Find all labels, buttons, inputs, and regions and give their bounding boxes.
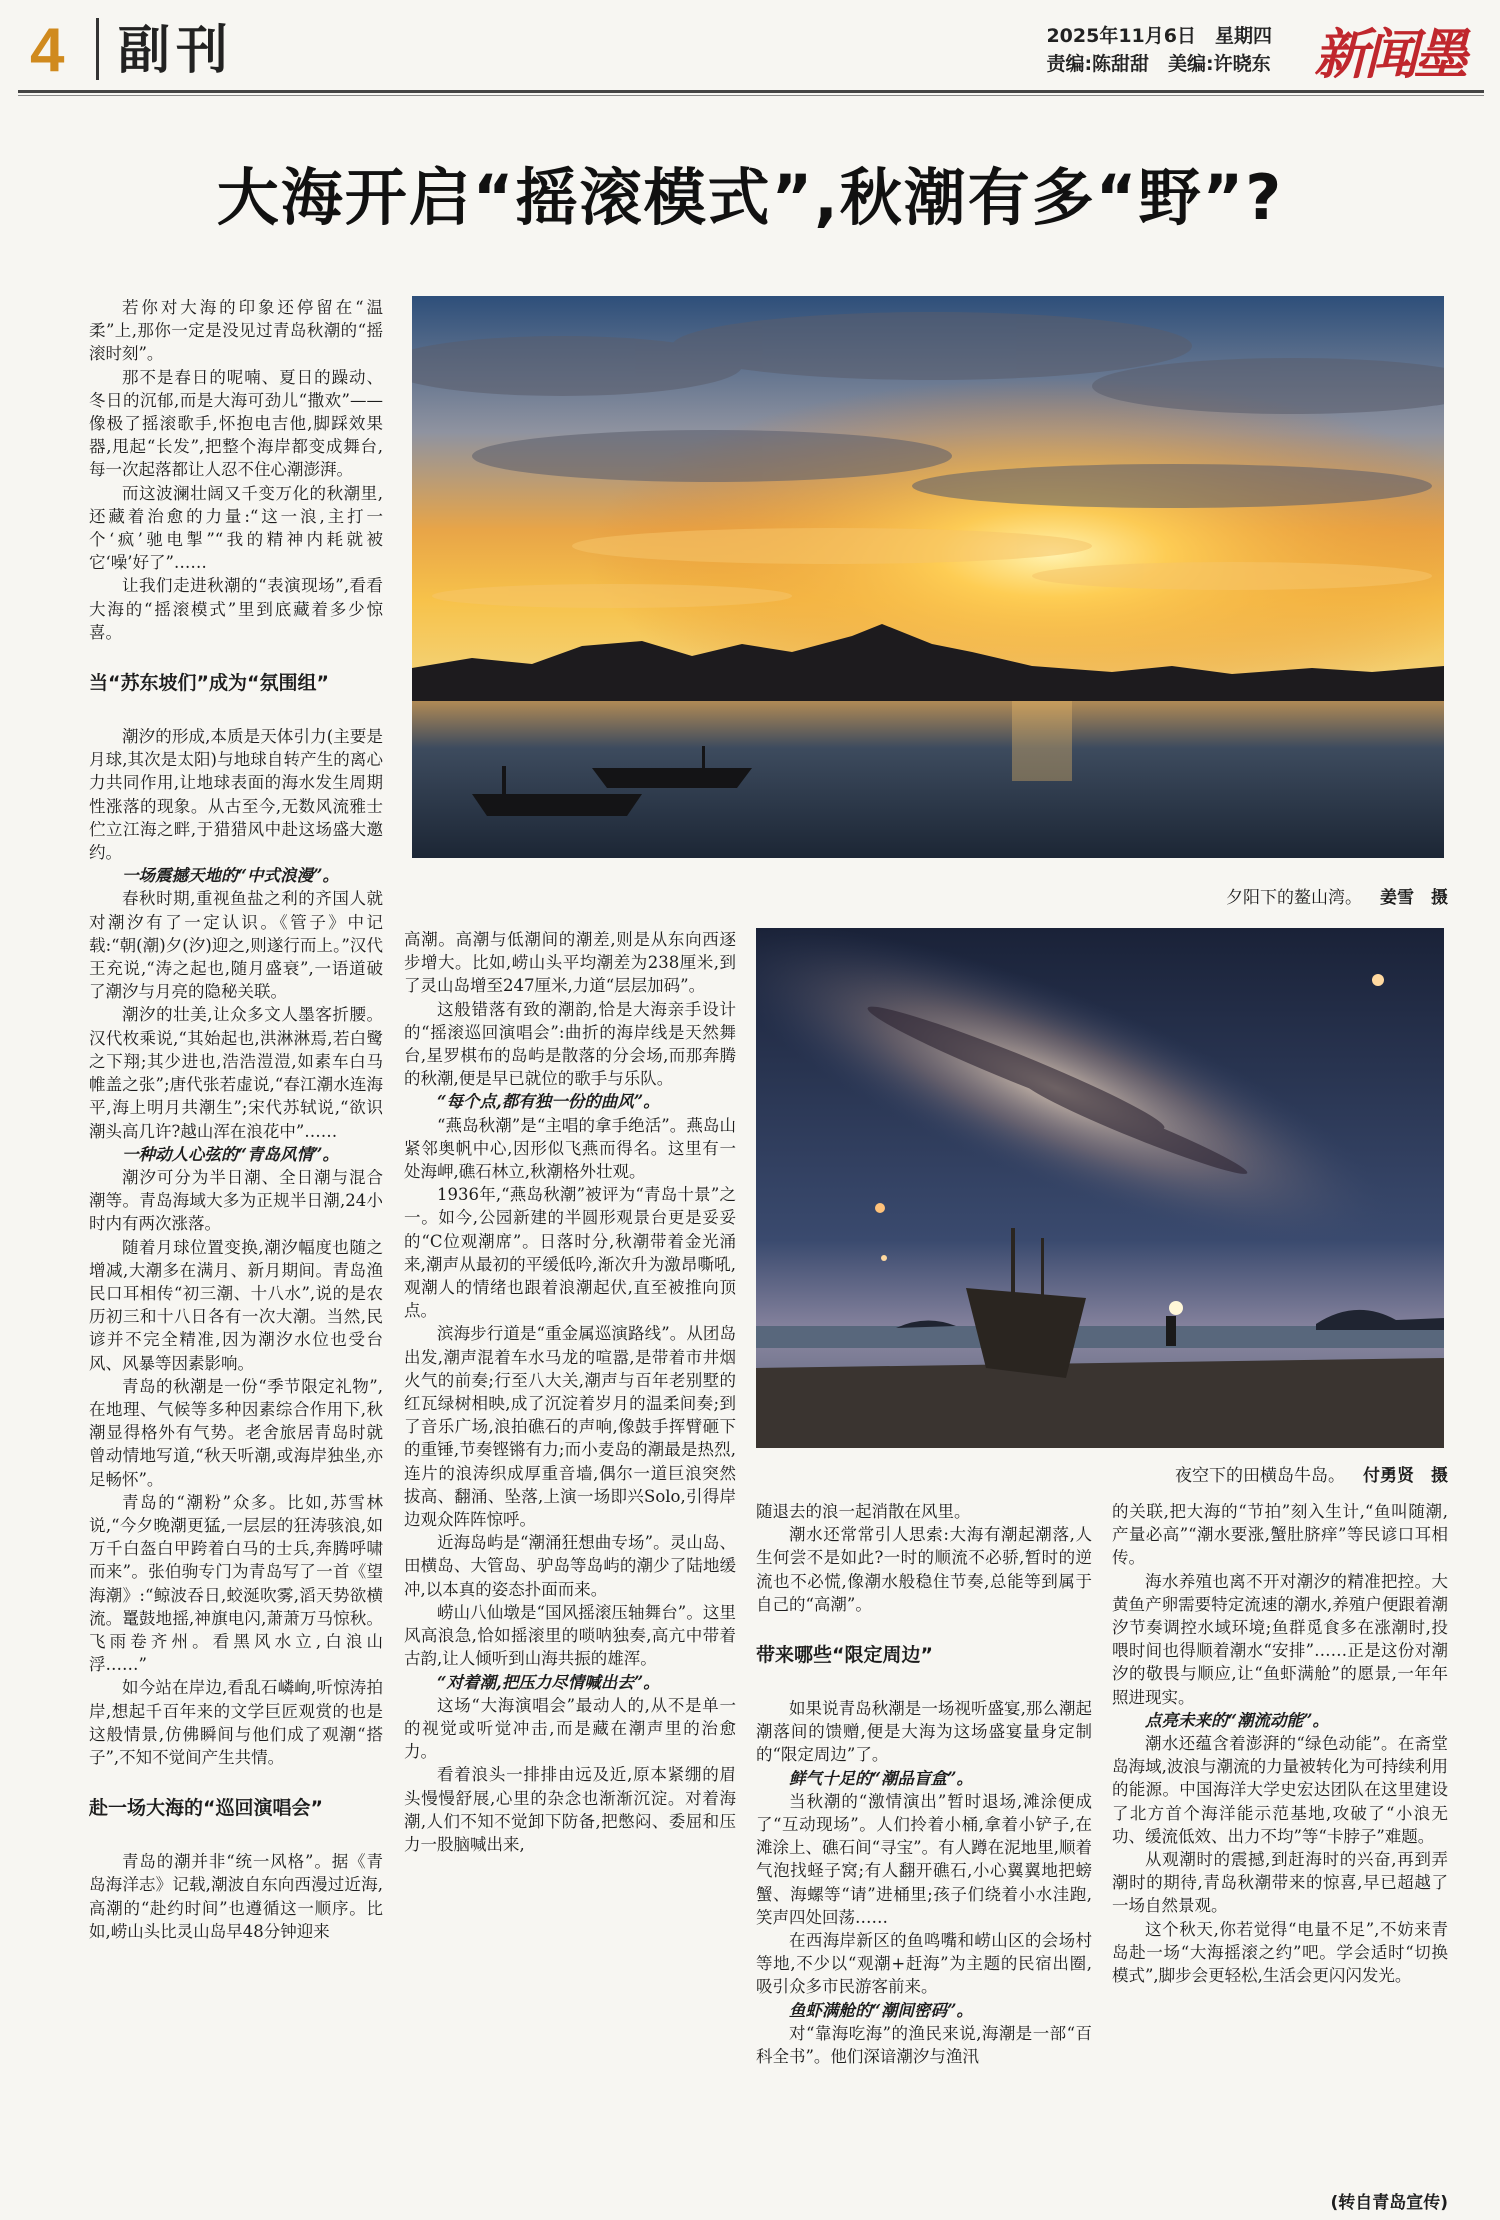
paragraph: 这般错落有致的潮韵,恰是大海亲手设计的“摇滚巡回演唱会”:曲折的海岸线是天然舞台,星罗棋布的岛屿是散落的分会场,而那奔腾的秋潮,便是早已就位的歌手与乐队。: [404, 999, 736, 1089]
paragraph: 让我们走进秋潮的“表演现场”,看看大海的“摇滚模式”里到底藏着多少惊喜。: [89, 576, 383, 642]
paragraph: 而这波澜壮阔又千变万化的秋潮里,还藏着治愈的力量:“这一浪,主打一个‘疯’驰电掣”“我的精神内耗就被它‘噪’好了”……: [89, 483, 383, 573]
sunset-caption-text: 夕阳下的鳌山湾。: [1226, 888, 1362, 908]
paragraph: 青岛的潮并非“统一风格”。据《青岛海洋志》记载,潮波自东向西漫过近海,高潮的“赴约时间”也遵循这一顺序。比如,崂山头比灵山岛早48分钟迎来: [89, 1852, 383, 1941]
masthead-logo: 新闻墨: [1314, 22, 1464, 86]
paragraph: 近海岛屿是“潮涌狂想曲专场”。灵山岛、田横岛、大管岛、驴岛等岛屿的潮少了陆地缓冲,以本真的姿态扑面而来。: [404, 1533, 736, 1599]
subheading: 鲜气十足的“潮品盲盒”。: [789, 1768, 973, 1788]
section-heading: 赴一场大海的“巡回演唱会”: [89, 1797, 323, 1820]
paragraph: 青岛的“潮粉”众多。比如,苏雪林说,“今夕晚潮更猛,一层层的狂涛骇浪,如万千白盔白甲跨着白马的士兵,奔腾呼啸而来”。张伯驹专门为青岛写了一首《望海潮》:“鲸波吞日,蛟涎吹雾,滔天势欲横流。鼍鼓地摇,神旗电闪,萧萧万马惊秋。飞雨卷齐州。看黑风水立,白浪山浮……”: [89, 1492, 383, 1675]
subheading: 点亮未来的“潮流动能”。: [1145, 1710, 1329, 1730]
paragraph: 1936年,“燕岛秋潮”被评为“青岛十景”之一。如今,公园新建的半圆形观景台更是妥妥的“C位观潮席”。日落时分,秋潮带着金光涌来,潮声从最初的平缓低吟,渐次升为激昂嘶吼,观潮人的情绪也跟着浪潮起伏,直至被推向顶点。: [404, 1185, 736, 1321]
subheading: 一场震撼天地的“中式浪漫”。: [122, 866, 339, 886]
paragraph: 从观潮时的震撼,到赶海时的兴奋,再到弄潮时的期待,青岛秋潮带来的惊喜,早已超越了一场自然景观。: [1112, 1850, 1448, 1916]
paragraph: 海水养殖也离不开对潮汐的精准把控。大黄鱼产卵需要特定流速的潮水,养殖户便跟着潮汐节奏调控水域环境;鱼群觅食多在涨潮时,投喂时间也得顺着潮水“安排”……正是这份对潮汐的敬畏与顺应,让“鱼虾满舱”的愿景,一年年照进现实。: [1112, 1571, 1448, 1707]
column-1: [89, 296, 383, 1943]
paragraph: 那不是春日的呢喃、夏日的躁动、冬日的沉郁,而是大海可劲儿“撒欢”——像极了摇滚歌手,怀抱电吉他,脚踩效果器,甩起“长发”,把整个海岸都变成舞台,每一次起落都让人忍不住心潮澎湃。: [89, 367, 383, 480]
paragraph: 如今站在岸边,看乱石嶙峋,听惊涛拍岸,想起千百年来的文学巨匠观赏的也是这般情景,仿佛瞬间与他们成了观潮“搭子”,不知不觉间产生共情。: [89, 1678, 383, 1767]
column-3: [756, 1500, 1092, 2068]
paragraph: 高潮。高潮与低潮间的潮差,则是从东向西逐步增大。比如,崂山头平均潮差为238厘米,到了灵山岛增至247厘米,力道“层层加码”。: [404, 930, 736, 996]
paragraph: 滨海步行道是“重金属巡演路线”。从团岛出发,潮声混着车水马龙的喧嚣,是带着市井烟火气的前奏;行至八大关,潮声与百年老别墅的红瓦绿树相映,成了沉淀着岁月的温柔间奏;到了音乐广场,浪拍礁石的声响,像鼓手挥臂砸下的重锤,节奏铿锵有力;而小麦岛的潮最是热烈,连片的浪涛织成厚重音墙,偶尔一道巨浪突然拔高、翻涌、坠落,上演一场即兴Solo,引得岸边观众阵阵惊呼。: [404, 1324, 736, 1530]
section-heading: 当“苏东坡们”成为“氛围组”: [89, 672, 329, 695]
paragraph: 若你对大海的印象还停留在“温柔”上,那你一定是没见过青岛秋潮的“摇滚时刻”。: [89, 298, 383, 364]
paragraph: 在西海岸新区的鱼鸣嘴和崂山区的会场村等地,不少以“观潮+赶海”为主题的民宿出圈,吸引众多市民游客前来。: [756, 1931, 1092, 1997]
paragraph: 的关联,把大海的“节拍”刻入生计,“鱼叫随潮,产量必高”“潮水要涨,蟹肚脐痒”等民谚口耳相传。: [1112, 1502, 1448, 1568]
paragraph: 潮汐的形成,本质是天体引力(主要是月球,其次是太阳)与地球自转产生的离心力共同作用,让地球表面的海水发生周期性涨落的现象。从古至今,无数风流雅士伫立江海之畔,于猎猎风中赴这场盛大邀约。: [89, 727, 383, 863]
paragraph: “燕岛秋潮”是“主唱的拿手绝活”。燕岛山紧邻奥帆中心,因形似飞燕而得名。这里有一处海岬,礁石林立,秋潮格外壮观。: [404, 1115, 736, 1182]
header-divider: [96, 18, 99, 80]
paragraph: 随着月球位置变换,潮汐幅度也随之增减,大潮多在满月、新月期间。青岛渔民口耳相传“初三潮、十八水”,说的是农历初三和十八日各有一次大潮。当然,民谚并不完全精准,因为潮汐水位也受台风、风暴等因素影响。: [89, 1237, 383, 1373]
paragraph: 当秋潮的“激情演出”暂时退场,滩涂便成了“互动现场”。人们拎着小桶,拿着小铲子,在滩涂上、礁石间“寻宝”。有人蹲在泥地里,顺着气泡找蛏子窝;有人翻开礁石,小心翼翼地把螃蟹、海螺等“请”进桶里;孩子们绕着小水洼跑,笑声四处回荡……: [756, 1791, 1092, 1927]
page-header: [0, 0, 1500, 92]
paragraph: 如果说青岛秋潮是一场视听盛宴,那么潮起潮落间的馈赠,便是大海为这场盛宴量身定制的“限定周边”了。: [756, 1699, 1092, 1765]
paragraph: 潮水还蕴含着澎湃的“绿色动能”。在斋堂岛海域,波浪与潮流的力量被转化为可持续利用的能源。中国海洋大学史宏达团队在这里建设了北方首个海洋能示范基地,攻破了“小浪无功、缓流低效、出力不均”等“卡脖子”难题。: [1112, 1734, 1448, 1846]
night-image: [756, 928, 1444, 1448]
paragraph: 春秋时期,重视鱼盐之利的齐国人就对潮汐有了一定认识。《管子》中记载:“朝(潮)夕(汐)迎之,则遂行而上。”汉代王充说,“涛之起也,随月盛衰”,一语道破了潮汐与月亮的隐秘关联。: [89, 889, 383, 1002]
header-info: [1046, 22, 1272, 78]
paragraph: 这场“大海演唱会”最动人的,从不是单一的视觉或听觉冲击,而是藏在潮声里的治愈力。: [404, 1695, 736, 1762]
paragraph: 这个秋天,你若觉得“电量不足”,不妨来青岛赴一场“大海摇滚之约”吧。学会适时“切换模式”,脚步会更轻松,生活会更闪闪发光。: [1112, 1919, 1448, 1986]
night-caption-text: 夜空下的田横岛牛岛。: [1175, 1466, 1345, 1486]
headline: 大海开启“摇滚模式”,秋潮有多“野”?: [216, 161, 1284, 234]
subheading: “每个点,都有独一份的曲风”。: [437, 1092, 660, 1112]
paragraph: 潮汐的壮美,让众多文人墨客折腰。汉代枚乘说,“其始起也,洪淋淋焉,若白鹭之下翔;其少进也,浩浩溰溰,如素车白马帷盖之张”;唐代张若虚说,“春江潮水连海平,海上明月共潮生”;宋代苏轼说,“欲识潮头高几许?越山浑在浪花中”……: [89, 1005, 383, 1141]
paragraph: 崂山八仙墩是“国风摇滚压轴舞台”。这里风高浪急,恰如摇滚里的唢呐独奏,高亢中带着古韵,让人倾听到山海共振的雄浑。: [404, 1602, 736, 1669]
sunset-photographer: 姜雪 摄: [1380, 888, 1448, 908]
subheading: 鱼虾满舱的“潮间密码”。: [789, 2000, 973, 2020]
sunset-image: [412, 296, 1444, 858]
section-heading: 带来哪些“限定周边”: [756, 1644, 933, 1667]
subheading: “对着潮,把压力尽情喊出去”。: [437, 1672, 660, 1692]
paragraph: 潮水还常常引人思索:大海有潮起潮落,人生何尝不是如此?一时的顺流不必骄,暂时的逆流也不必慌,像潮水般稳住节奏,总能等到属于自己的“高潮”。: [756, 1525, 1092, 1614]
page-number: 4: [30, 16, 65, 85]
source-credit: (转自青岛宣传): [1330, 2193, 1448, 2213]
paragraph: 随退去的浪一起消散在风里。: [756, 1502, 971, 1521]
paragraph: 看着浪头一排排由远及近,原本紧绷的眉头慢慢舒展,心里的杂念也渐渐沉淀。对着海潮,人们不知不觉卸下防备,把憋闷、委屈和压力一股脑喊出来,: [404, 1765, 736, 1854]
subheading: 一种动人心弦的“青岛风情”。: [122, 1144, 339, 1164]
header-rule: [18, 90, 1484, 93]
column-4: [1112, 1500, 1448, 1987]
night-photo: [756, 928, 1444, 1448]
night-caption: [1000, 1461, 1448, 1486]
issue-date: 2025年11月6日 星期四: [1046, 25, 1272, 47]
editor-credits: 责编:陈甜甜 美编:许晓东: [1046, 53, 1271, 75]
paragraph: 对“靠海吃海”的渔民来说,海潮是一部“百科全书”。他们深谙潮汐与渔汛: [756, 2023, 1092, 2067]
header-rule-thin: [18, 95, 1484, 96]
section-name: 副刊: [118, 21, 235, 81]
column-2: [404, 928, 736, 1856]
night-photographer: 付勇贤 摄: [1363, 1466, 1448, 1486]
paragraph: 潮汐可分为半日潮、全日潮与混合潮等。青岛海域大多为正规半日潮,24小时内有两次涨落。: [89, 1167, 383, 1234]
paragraph: 青岛的秋潮是一份“季节限定礼物”,在地理、气候等多种因素综合作用下,秋潮显得格外有气势。老舍旅居青岛时就曾动情地写道,“秋天听潮,或海岸独坐,亦足畅怀”。: [89, 1376, 383, 1489]
sunset-caption: [1000, 883, 1448, 908]
sunset-photo: [412, 296, 1444, 858]
